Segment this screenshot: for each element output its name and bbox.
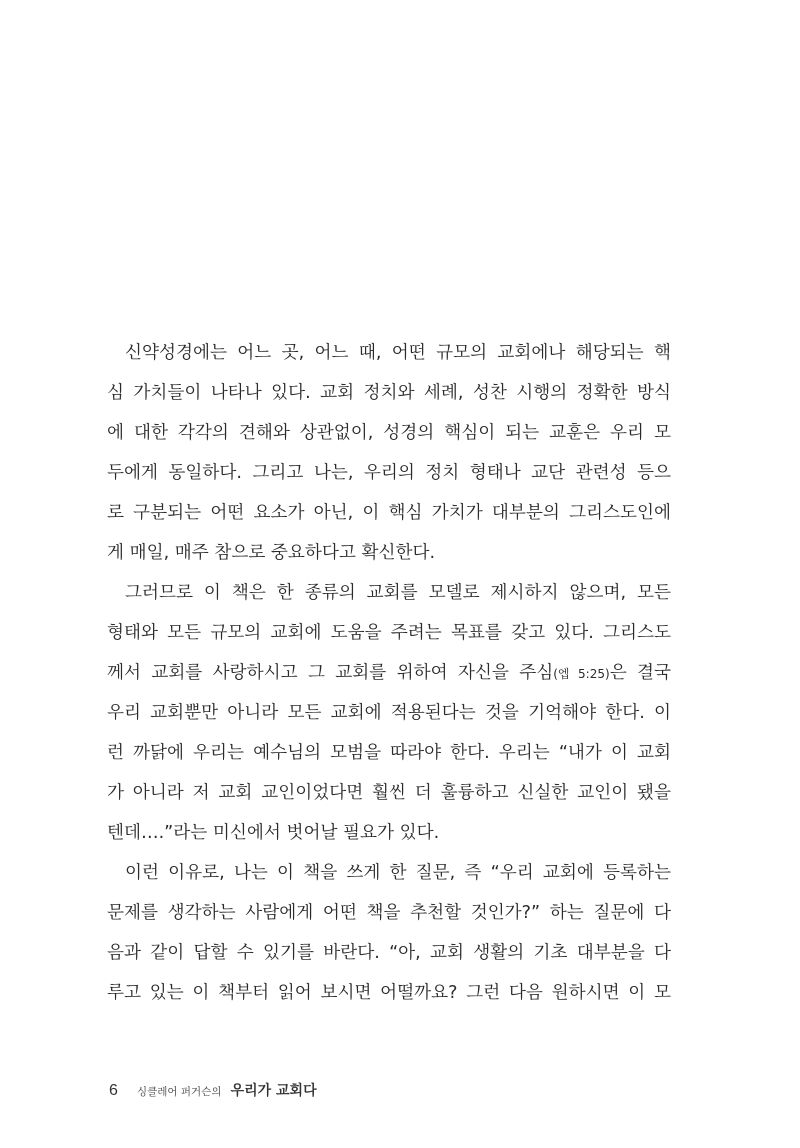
text-line: 형태와 모든 규모의 교회에 도움을 주려는 목표를 갖고 있다. 그리스도 (107, 623, 671, 643)
text-line: 로 구분되는 어떤 요소가 아닌, 이 핵심 가치가 대부분의 그리스도인에 (107, 503, 671, 523)
text-line: 텐데….”라는 미신에서 벗어날 필요가 있다. (107, 823, 440, 843)
text-segment: 께서 교회를 사랑하시고 그 교회를 위하여 자신을 주심 (107, 663, 554, 683)
text-line: 그러므로 이 책은 한 종류의 교회를 모델로 제시하지 않으며, 모든 (125, 583, 671, 603)
text-line: 에 대한 각각의 견해와 상관없이, 성경의 핵심이 되는 교훈은 우리 모 (107, 423, 671, 443)
footer-book-title: 우리가 교회다 (230, 1083, 317, 1099)
text-line-with-reference (107, 653, 671, 693)
text-line: 심 가치들이 나타나 있다. 교회 정치와 세례, 성찬 시행의 정확한 방식 (107, 383, 671, 403)
text-line: 루고 있는 이 책부터 읽어 보시면 어떨까요? 그런 다음 원하시면 이 모 (107, 983, 671, 1003)
text-line: 가 아니라 저 교회 교인이었다면 훨씬 더 훌륭하고 신실한 교인이 됐을 (107, 783, 671, 803)
page-footer (109, 1077, 317, 1103)
text-line: 런 까닭에 우리는 예수님의 모범을 따라야 한다. 우리는 “내가 이 교회 (107, 743, 671, 763)
footer-author: 싱클레어 퍼거슨의 (137, 1086, 222, 1098)
text-line: 게 매일, 매주 참으로 중요하다고 확신한다. (107, 543, 436, 563)
text-line: 음과 같이 답할 수 있기를 바란다. “아, 교회 생활의 기초 대부분을 다 (107, 943, 671, 963)
text-segment: 은 결국 (609, 663, 672, 683)
text-line: 문제를 생각하는 사람에게 어떤 책을 추천할 것인가?” 하는 질문에 다 (107, 903, 671, 923)
text-line: 이런 이유로, 나는 이 책을 쓰게 한 질문, 즉 “우리 교회에 등록하는 (125, 863, 671, 883)
paragraph-3 (107, 853, 671, 1013)
text-line: 신약성경에는 어느 곳, 어느 때, 어떤 규모의 교회에나 해당되는 핵 (125, 343, 671, 363)
page-number: 6 (109, 1082, 118, 1099)
text-line: 두에게 동일하다. 그리고 나는, 우리의 정치 형태나 교단 관련성 등으 (107, 463, 671, 483)
page-body (107, 333, 671, 1013)
paragraph-2 (107, 573, 671, 853)
scripture-reference: (엡 5:25) (553, 667, 610, 681)
text-line: 우리 교회뿐만 아니라 모든 교회에 적용된다는 것을 기억해야 한다. 이 (107, 703, 671, 723)
paragraph-1 (107, 333, 671, 573)
